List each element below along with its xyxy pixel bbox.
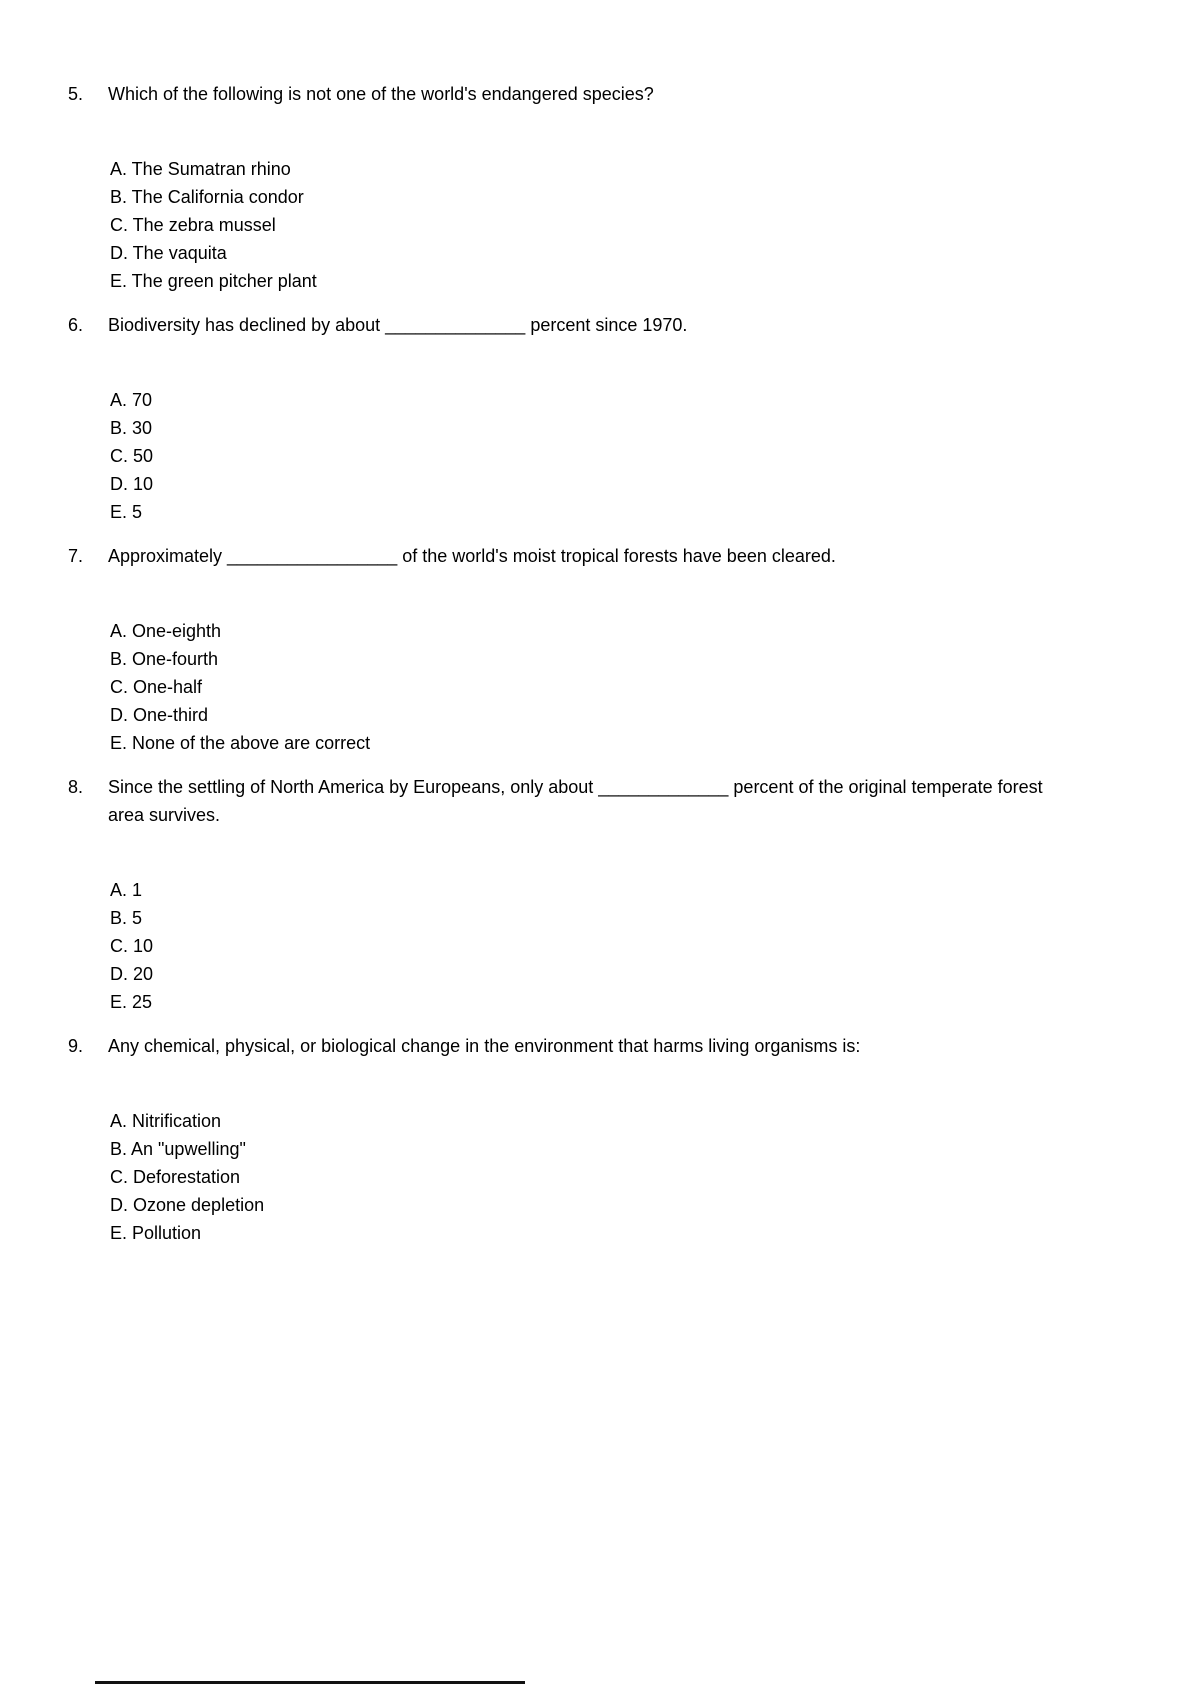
question-row xyxy=(68,773,1111,829)
option-c: C. 10 xyxy=(110,936,154,956)
question-8 xyxy=(68,773,1111,1016)
option-c: C. One-half xyxy=(110,677,203,697)
question-number: 7. xyxy=(68,546,84,566)
option-c: C. The zebra mussel xyxy=(110,215,276,235)
question-9 xyxy=(68,1032,1111,1247)
question-6 xyxy=(68,311,1111,526)
option-c: C. Deforestation xyxy=(110,1167,241,1187)
option-a: A. Nitrification xyxy=(110,1111,222,1131)
question-5 xyxy=(68,80,1111,295)
question-number: 6. xyxy=(68,315,84,335)
option-d: D. 10 xyxy=(110,474,154,494)
option-e: E. 25 xyxy=(110,992,153,1012)
question-row xyxy=(68,1032,1111,1060)
option-d: D. The vaquita xyxy=(110,243,227,263)
question-row xyxy=(68,311,1111,339)
option-e: E. 5 xyxy=(110,502,143,522)
question-row xyxy=(68,80,1111,108)
question-text: Any chemical, physical, or biological change in the environment that harms living organisms is: xyxy=(108,1036,861,1056)
options-list xyxy=(110,617,1111,757)
question-text: Approximately _________________ of the world's moist tropical forests have been cleared. xyxy=(108,546,836,566)
options-list xyxy=(110,155,1111,295)
option-b: B. 30 xyxy=(110,418,153,438)
option-b: B. 5 xyxy=(110,908,143,928)
question-row xyxy=(68,542,1111,570)
option-e: E. Pollution xyxy=(110,1223,202,1243)
option-a: A. One-eighth xyxy=(110,621,222,641)
option-a: A. The Sumatran rhino xyxy=(110,159,291,179)
option-e: E. None of the above are correct xyxy=(110,733,371,753)
option-b: B. One-fourth xyxy=(110,649,219,669)
option-a: A. 1 xyxy=(110,880,143,900)
question-7 xyxy=(68,542,1111,757)
option-c: C. 50 xyxy=(110,446,154,466)
question-text: Since the settling of North America by Europeans, only about _____________ percent of the original temperate forest area survives. xyxy=(108,777,1043,825)
option-b: B. The California condor xyxy=(110,187,304,207)
option-a: A. 70 xyxy=(110,390,153,410)
options-list xyxy=(110,1107,1111,1247)
question-number: 8. xyxy=(68,777,84,797)
option-b: B. An "upwelling" xyxy=(110,1139,246,1159)
options-list xyxy=(110,876,1111,1016)
question-number: 9. xyxy=(68,1036,84,1056)
options-list xyxy=(110,386,1111,526)
option-d: D. One-third xyxy=(110,705,209,725)
option-d: D. 20 xyxy=(110,964,154,984)
question-number: 5. xyxy=(68,84,84,104)
option-e: E. The green pitcher plant xyxy=(110,271,317,291)
option-d: D. Ozone depletion xyxy=(110,1195,265,1215)
question-text: Biodiversity has declined by about ______________ percent since 1970. xyxy=(108,315,688,335)
question-text: Which of the following is not one of the world's endangered species? xyxy=(108,84,654,104)
